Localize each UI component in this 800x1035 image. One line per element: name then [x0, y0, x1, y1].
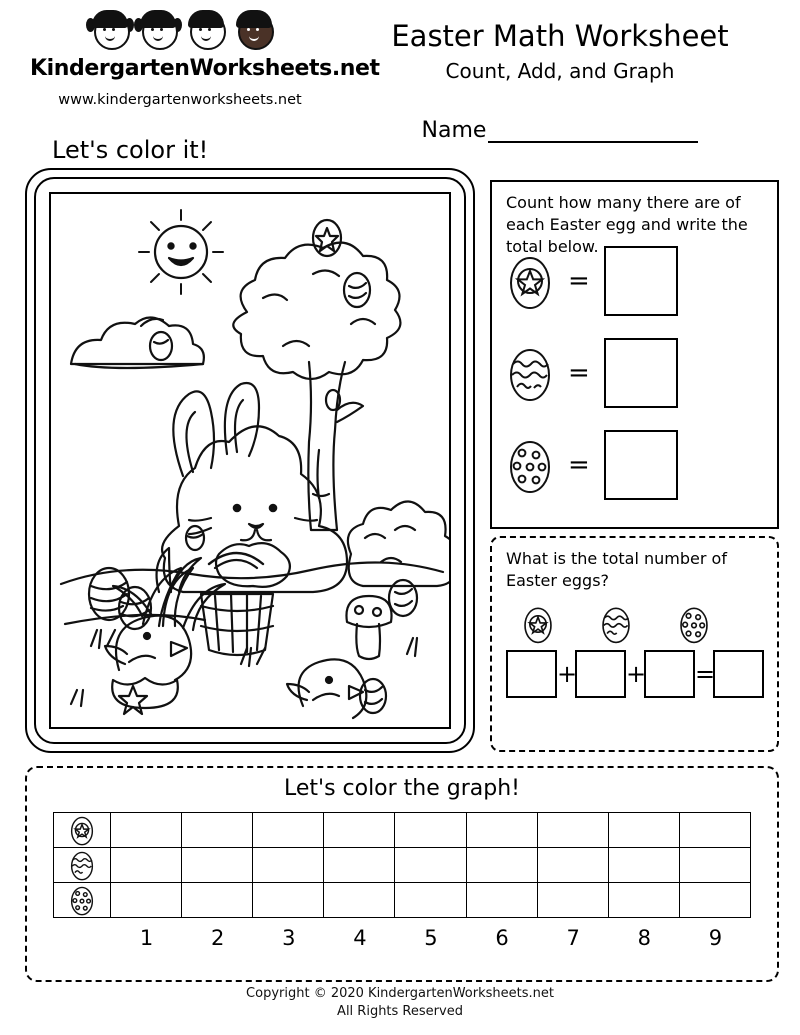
- graph-cell[interactable]: [679, 883, 750, 918]
- total-equation-row: [506, 650, 764, 698]
- count-equals-2: =: [568, 358, 590, 388]
- graph-cell[interactable]: [466, 848, 537, 883]
- graph-cell[interactable]: [253, 883, 324, 918]
- graph-cell[interactable]: [679, 813, 750, 848]
- count-answer-box-1[interactable]: [604, 246, 678, 316]
- graph-cell[interactable]: [324, 883, 395, 918]
- graph-cell[interactable]: [466, 813, 537, 848]
- graph-cell[interactable]: [111, 883, 182, 918]
- total-operator-2: +: [626, 660, 647, 688]
- total-question: What is the total number of Easter eggs?: [506, 549, 727, 590]
- total-input-1[interactable]: [506, 650, 557, 698]
- egg-star-icon: [508, 252, 552, 310]
- graph-cell[interactable]: [182, 883, 253, 918]
- total-input-2[interactable]: [575, 650, 626, 698]
- graph-grid[interactable]: [53, 812, 751, 918]
- logo-kids-illustration: [65, 8, 295, 56]
- graph-column-label-7: 7: [566, 926, 580, 950]
- count-equals-1: =: [568, 266, 590, 296]
- coloring-panel[interactable]: [25, 168, 475, 753]
- graph-cell[interactable]: [395, 883, 466, 918]
- total-equals: =: [695, 660, 716, 688]
- graph-cell[interactable]: [182, 813, 253, 848]
- graph-cell[interactable]: [324, 813, 395, 848]
- graph-cell[interactable]: [537, 883, 608, 918]
- rights-text: All Rights Reserved: [337, 1004, 463, 1019]
- graph-column-label-1: 1: [139, 926, 154, 950]
- total-egg-2: [586, 604, 646, 644]
- graph-cell[interactable]: [466, 883, 537, 918]
- easter-scene-illustration: [51, 194, 451, 729]
- egg-wave-icon: [70, 849, 94, 881]
- graph-row-3[interactable]: [54, 883, 751, 918]
- graph-cell[interactable]: [395, 813, 466, 848]
- name-field-row: [340, 118, 780, 143]
- site-url: www.kindergartenworksheets.net: [58, 92, 302, 108]
- graph-section: [25, 766, 779, 982]
- graph-row-label-1: [54, 813, 111, 848]
- logo-word-kindergarten: Kindergarten: [30, 56, 190, 81]
- total-egg-1: [508, 604, 568, 644]
- graph-title: Let's color the graph!: [283, 776, 521, 801]
- name-input-line[interactable]: [488, 119, 698, 143]
- graph-column-label-5: 5: [424, 926, 438, 950]
- kid-face-3: [183, 10, 229, 56]
- copyright-text: Copyright © 2020 KindergartenWorksheets.net: [246, 986, 554, 1001]
- total-egg-row: [508, 600, 762, 648]
- graph-row-2[interactable]: [54, 848, 751, 883]
- count-answer-box-2[interactable]: [604, 338, 678, 408]
- egg-dots-icon: [508, 436, 552, 494]
- egg-wave-icon: [508, 344, 552, 402]
- coloring-label: Let's color it!: [52, 136, 209, 164]
- count-instructions: Count how many there are of each Easter egg and write the total below.: [506, 193, 748, 256]
- count-row-1: [508, 244, 760, 318]
- page-title: Easter Math Worksheet: [391, 19, 729, 53]
- graph-row-1[interactable]: [54, 813, 751, 848]
- count-section: [490, 180, 779, 529]
- graph-cell[interactable]: [111, 813, 182, 848]
- page-header: [0, 0, 800, 143]
- graph-cell[interactable]: [608, 848, 679, 883]
- total-input-3[interactable]: [644, 650, 695, 698]
- egg-wave-icon: [601, 604, 631, 644]
- graph-column-label-6: 6: [495, 926, 509, 950]
- count-row-2: [508, 336, 760, 410]
- logo-word-worksheets: Worksheets: [189, 56, 332, 81]
- graph-cell[interactable]: [253, 848, 324, 883]
- graph-column-label-3: 3: [282, 926, 296, 950]
- graph-cell[interactable]: [679, 848, 750, 883]
- page-subtitle: Count, Add, and Graph: [445, 59, 675, 83]
- graph-cell[interactable]: [537, 848, 608, 883]
- kid-face-2: [135, 10, 181, 56]
- graph-column-label-8: 8: [637, 926, 651, 950]
- total-result-box[interactable]: [713, 650, 764, 698]
- graph-column-label-2: 2: [210, 926, 225, 950]
- count-row-3: [508, 428, 760, 502]
- graph-cell[interactable]: [608, 813, 679, 848]
- logo-word-net: .net: [331, 56, 380, 81]
- site-logo[interactable]: [30, 8, 380, 108]
- graph-cell[interactable]: [253, 813, 324, 848]
- total-egg-3: [664, 604, 724, 644]
- coloring-scene: [49, 192, 451, 729]
- graph-cell[interactable]: [608, 883, 679, 918]
- graph-cell[interactable]: [537, 813, 608, 848]
- egg-star-icon: [70, 814, 94, 846]
- total-section: [490, 536, 779, 752]
- title-block: [340, 18, 780, 86]
- graph-column-labels: [53, 926, 751, 950]
- egg-dots-icon: [70, 884, 94, 916]
- total-operator-1: +: [557, 660, 578, 688]
- graph-cell[interactable]: [395, 848, 466, 883]
- graph-column-label-4: 4: [353, 926, 367, 950]
- kid-face-1: [87, 10, 133, 56]
- graph-column-label-9: 9: [708, 926, 723, 950]
- graph-row-label-2: [54, 848, 111, 883]
- graph-row-label-3: [54, 883, 111, 918]
- egg-dots-icon: [679, 604, 709, 644]
- graph-cell[interactable]: [182, 848, 253, 883]
- count-answer-box-3[interactable]: [604, 430, 678, 500]
- logo-wordmark: [30, 56, 380, 82]
- kid-face-4: [231, 10, 277, 56]
- graph-cell[interactable]: [111, 848, 182, 883]
- page-footer: [0, 985, 800, 1021]
- graph-cell[interactable]: [324, 848, 395, 883]
- name-label: Name: [421, 118, 487, 143]
- count-equals-3: =: [568, 450, 590, 480]
- egg-star-icon: [523, 604, 553, 644]
